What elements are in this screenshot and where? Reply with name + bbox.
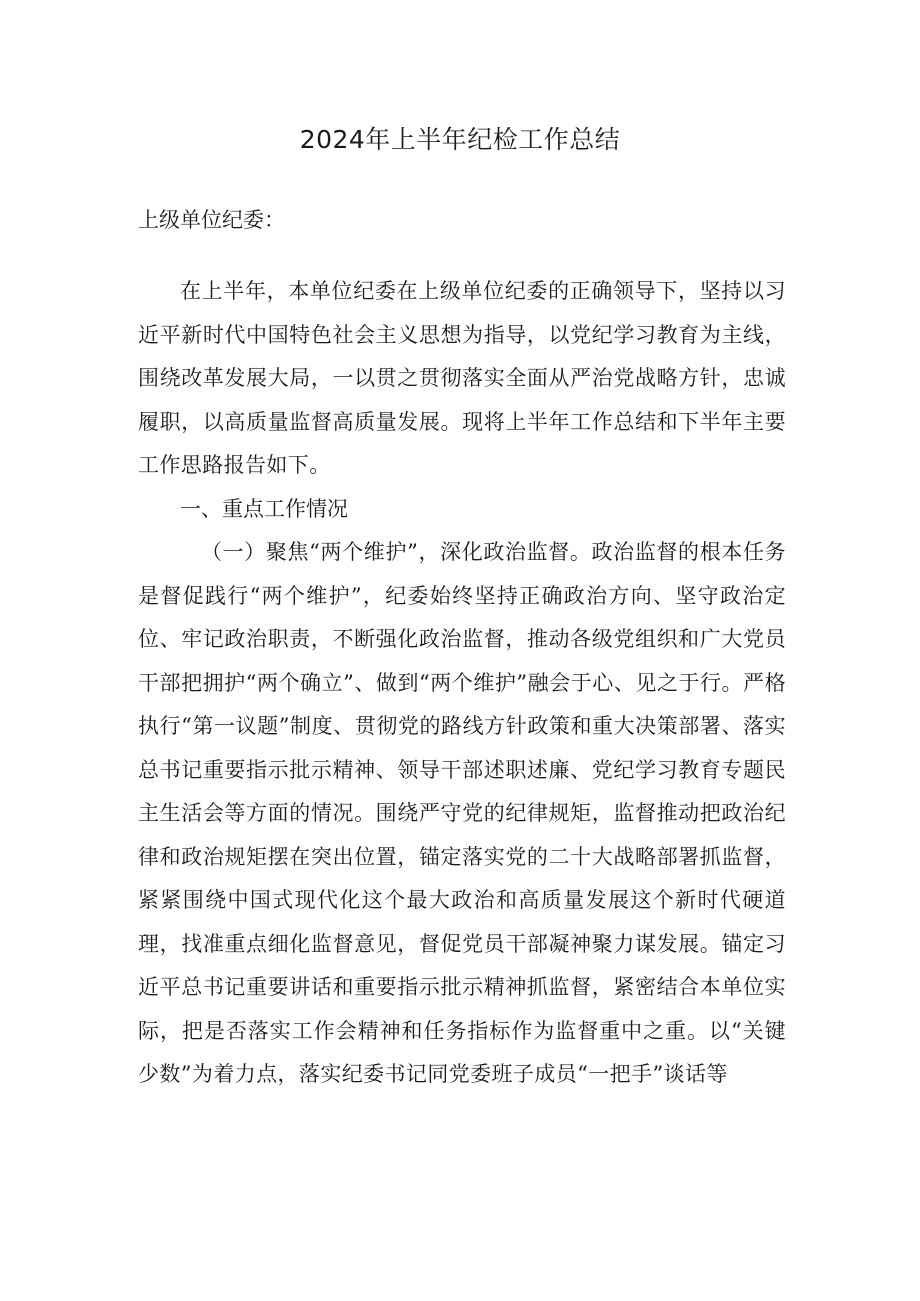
section-paragraph: （一）聚焦“两个维护”，深化政治监督。政治监督的根本任务是督促践行“两个维护”，纪委始终坚持正确政治方向、坚守政治定位、牢记政治职责，不断强化政治监督，推动各级党组织和广大党员干部把拥护“两个确立”、做到“两个维护”融会于心、见之于行。严格执行“第一议题”制度、贯彻党的路线方针政策和重大决策部署、落实总书记重要指示批示精神、领导干部述职述廉、党纪学习教育专题民主生活会等方面的情况。围绕严守党的纪律规矩，监督推动把政治纪律和政治规矩摆在突出位置，锚定落实党的二十大战略部署抓监督，紧紧围绕中国式现代化这个最大政治和高质量发展这个新时代硬道理，找准重点细化监督意见，督促党员干部凝神聚力谋发展。锚定习近平总书记重要讲话和重要指示批示精神抓监督，紧密结合本单位实际，把是否落实工作会精神和任务指标作为监督重中之重。以“关键少数”为着力点，落实纪委书记同党委班子成员“一把手”谈话等: [138, 540, 786, 1086]
intro-paragraph: 在上半年，本单位纪委在上级单位纪委的正确领导下，坚持以习近平新时代中国特色社会主义思想为指导，以党纪学习教育为主线，围绕改革发展大局，一以贯之贯彻落实全面从严治党战略方针，忠诚履职，以高质量监督高质量发展。现将上半年工作总结和下半年主要工作思路报告如下。: [138, 279, 786, 477]
document-title: 2024年上半年纪检工作总结: [299, 125, 621, 154]
section-heading: 一、重点工作情况: [180, 496, 348, 521]
document-body: [138, 270, 786, 1097]
salutation: 上级单位纪委：: [138, 208, 285, 232]
